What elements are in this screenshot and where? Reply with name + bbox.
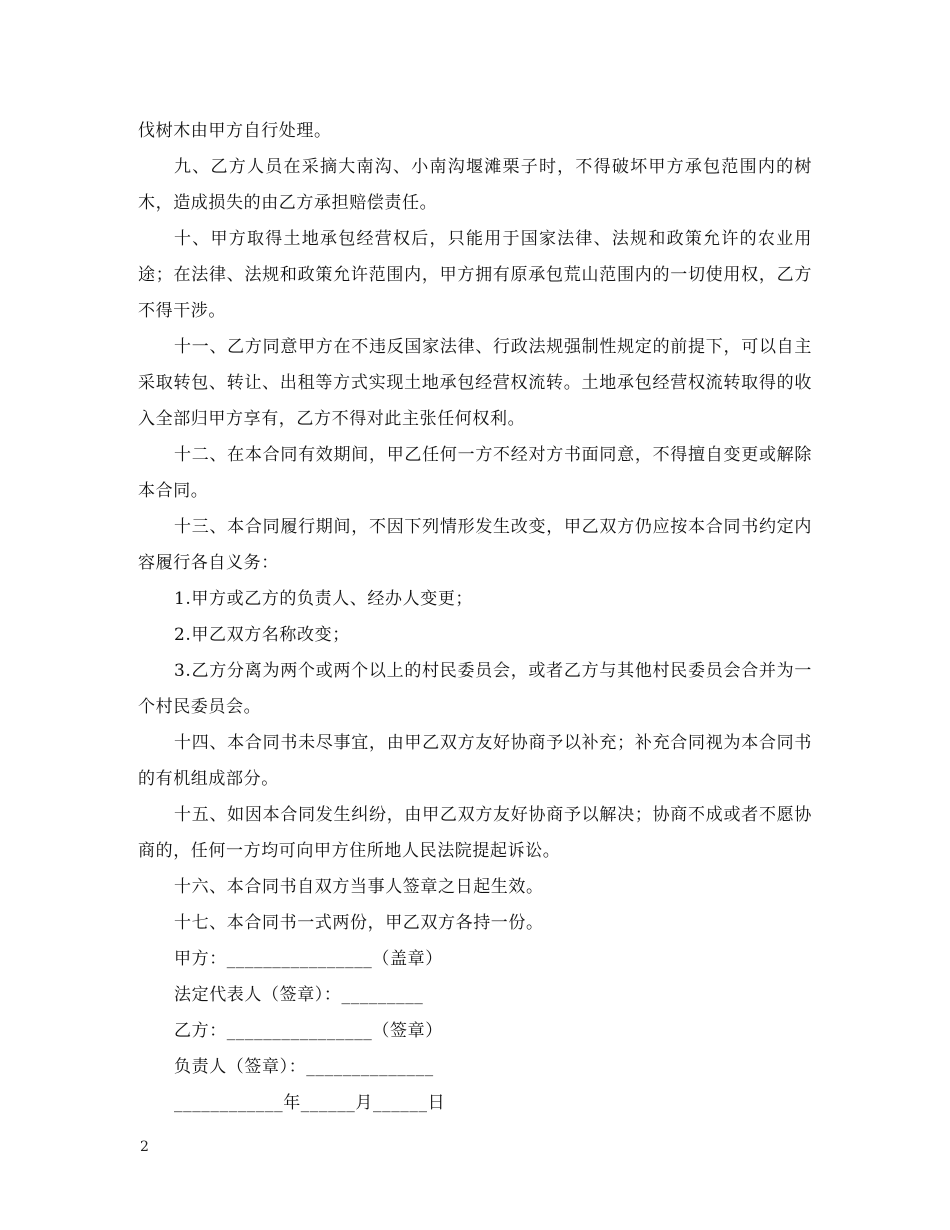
- clause-10: 十、甲方取得土地承包经营权后，只能用于国家法律、法规和政策允许的农业用途；在法律、法规和政策允许范围内，甲方拥有原承包荒山范围内的一切使用权，乙方不得干涉。: [138, 229, 812, 321]
- clause-11: 十一、乙方同意甲方在不违反国家法律、行政法规强制性规定的前提下，可以自主采取转包、转让、出租等方式实现土地承包经营权流转。土地承包经营权流转取得的收入全部归甲方享有，乙方不得对此主张任何权利。: [138, 337, 812, 429]
- clause-16: 十六、本合同书自双方当事人签章之日起生效。: [174, 877, 544, 897]
- party-b-signature-line: 乙方：________________（签章）: [174, 1021, 443, 1041]
- document-body: [138, 113, 812, 1121]
- clause-13-item-2: 2.甲乙双方名称改变；: [174, 625, 350, 645]
- clause-17: 十七、本合同书一式两份，甲乙双方各持一份。: [174, 913, 544, 933]
- clause-12: 十二、在本合同有效期间，甲乙任何一方不经对方书面同意，不得擅自变更或解除本合同。: [138, 445, 812, 501]
- party-a-signature-line: 甲方：________________（盖章）: [174, 949, 443, 969]
- responsible-person-signature-line: 负责人（签章）：______________: [174, 1057, 434, 1077]
- paragraph-continuation: 伐树木由甲方自行处理。: [138, 121, 332, 141]
- clause-13: 十三、本合同履行期间，不因下列情形发生改变，甲乙双方仍应按本合同书约定内容履行各自义务：: [138, 517, 812, 573]
- clause-15: 十五、如因本合同发生纠纷，由甲乙双方友好协商予以解决；协商不成或者不愿协商的，任何一方均可向甲方住所地人民法院提起诉讼。: [138, 805, 812, 861]
- clause-13-item-1: 1.甲方或乙方的负责人、经办人变更；: [174, 589, 474, 609]
- clause-14: 十四、本合同书未尽事宜，由甲乙双方友好协商予以补充；补充合同视为本合同书的有机组成部分。: [138, 733, 812, 789]
- legal-rep-signature-line: 法定代表人（签章）：_________: [174, 985, 424, 1005]
- page-number: 2: [140, 1139, 149, 1155]
- clause-9: 九、乙方人员在采摘大南沟、小南沟堰滩栗子时，不得破坏甲方承包范围内的树木，造成损失的由乙方承担赔偿责任。: [138, 157, 812, 213]
- clause-13-item-3: 3.乙方分离为两个或两个以上的村民委员会，或者乙方与其他村民委员会合并为一个村民委员会。: [138, 661, 812, 717]
- date-line: ____________年______月______日: [174, 1093, 446, 1113]
